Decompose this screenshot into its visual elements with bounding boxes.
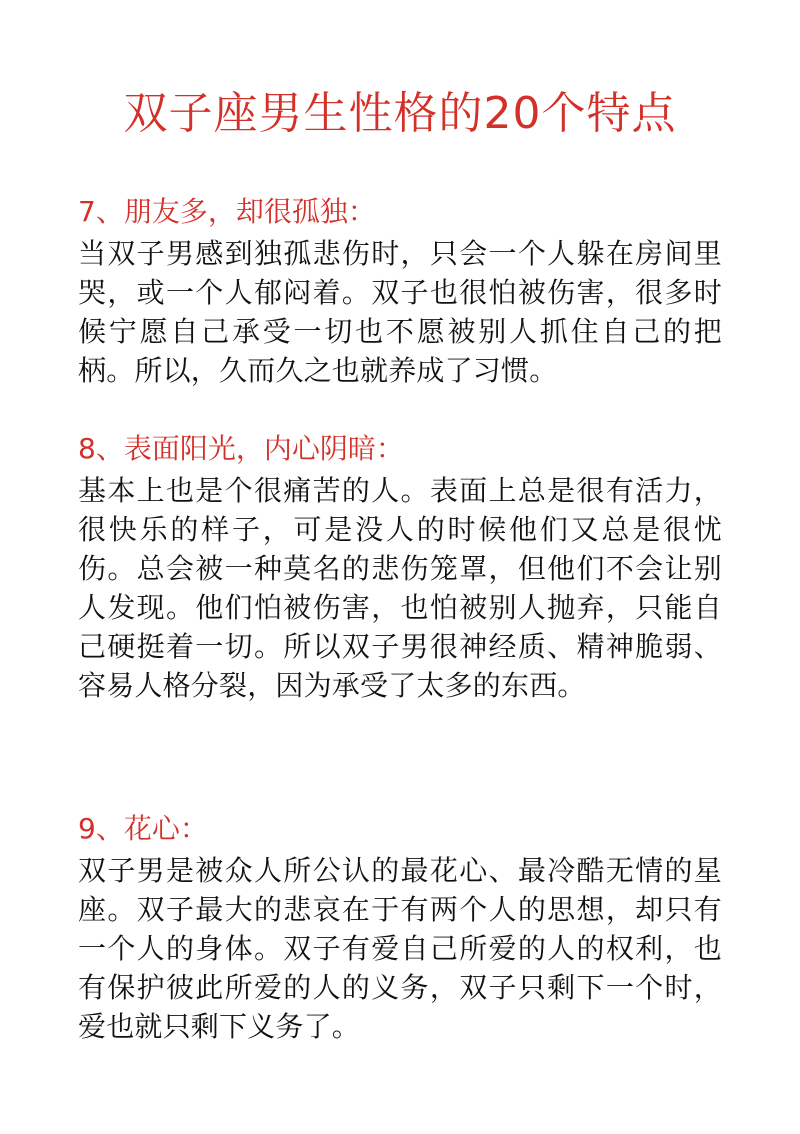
- page-title: 双子座男生性格的20个特点: [123, 88, 677, 139]
- section-8: [78, 427, 722, 705]
- section-body: 当双子男感到独孤悲伤时，只会一个人躲在房间里哭，或一个人郁闷着。双子也很怕被伤害，很多时候宁愿自己承受一切也不愿被别人抓住自己的把柄。所以，久而久之也就养成了习惯。: [78, 237, 722, 387]
- section-7: [78, 190, 722, 390]
- section-body: 基本上也是个很痛苦的人。表面上总是很有活力，很快乐的样子，可是没人的时候他们又总是很忧伤。总会被一种莫名的悲伤笼罩，但他们不会让别人发现。他们怕被伤害，也怕被别人抛弃，只能自己硬挺着一切。所以双子男很神经质、精神脆弱、容易人格分裂，因为承受了太多的东西。: [78, 474, 722, 702]
- section-9: [78, 807, 722, 1046]
- section-heading: 9、花心：: [78, 812, 208, 845]
- section-body: 双子男是被众人所公认的最花心、最冷酷无情的星座。双子最大的悲哀在于有两个人的思想，却只有一个人的身体。双子有爱自己所爱的人的权利，也有保护彼此所爱的人的义务，双子只剩下一个时，爱也就只剩下义务了。: [78, 854, 722, 1043]
- section-heading: 8、表面阳光，内心阴暗：: [78, 432, 404, 465]
- section-heading: 7、朋友多，却很孤独：: [78, 195, 376, 228]
